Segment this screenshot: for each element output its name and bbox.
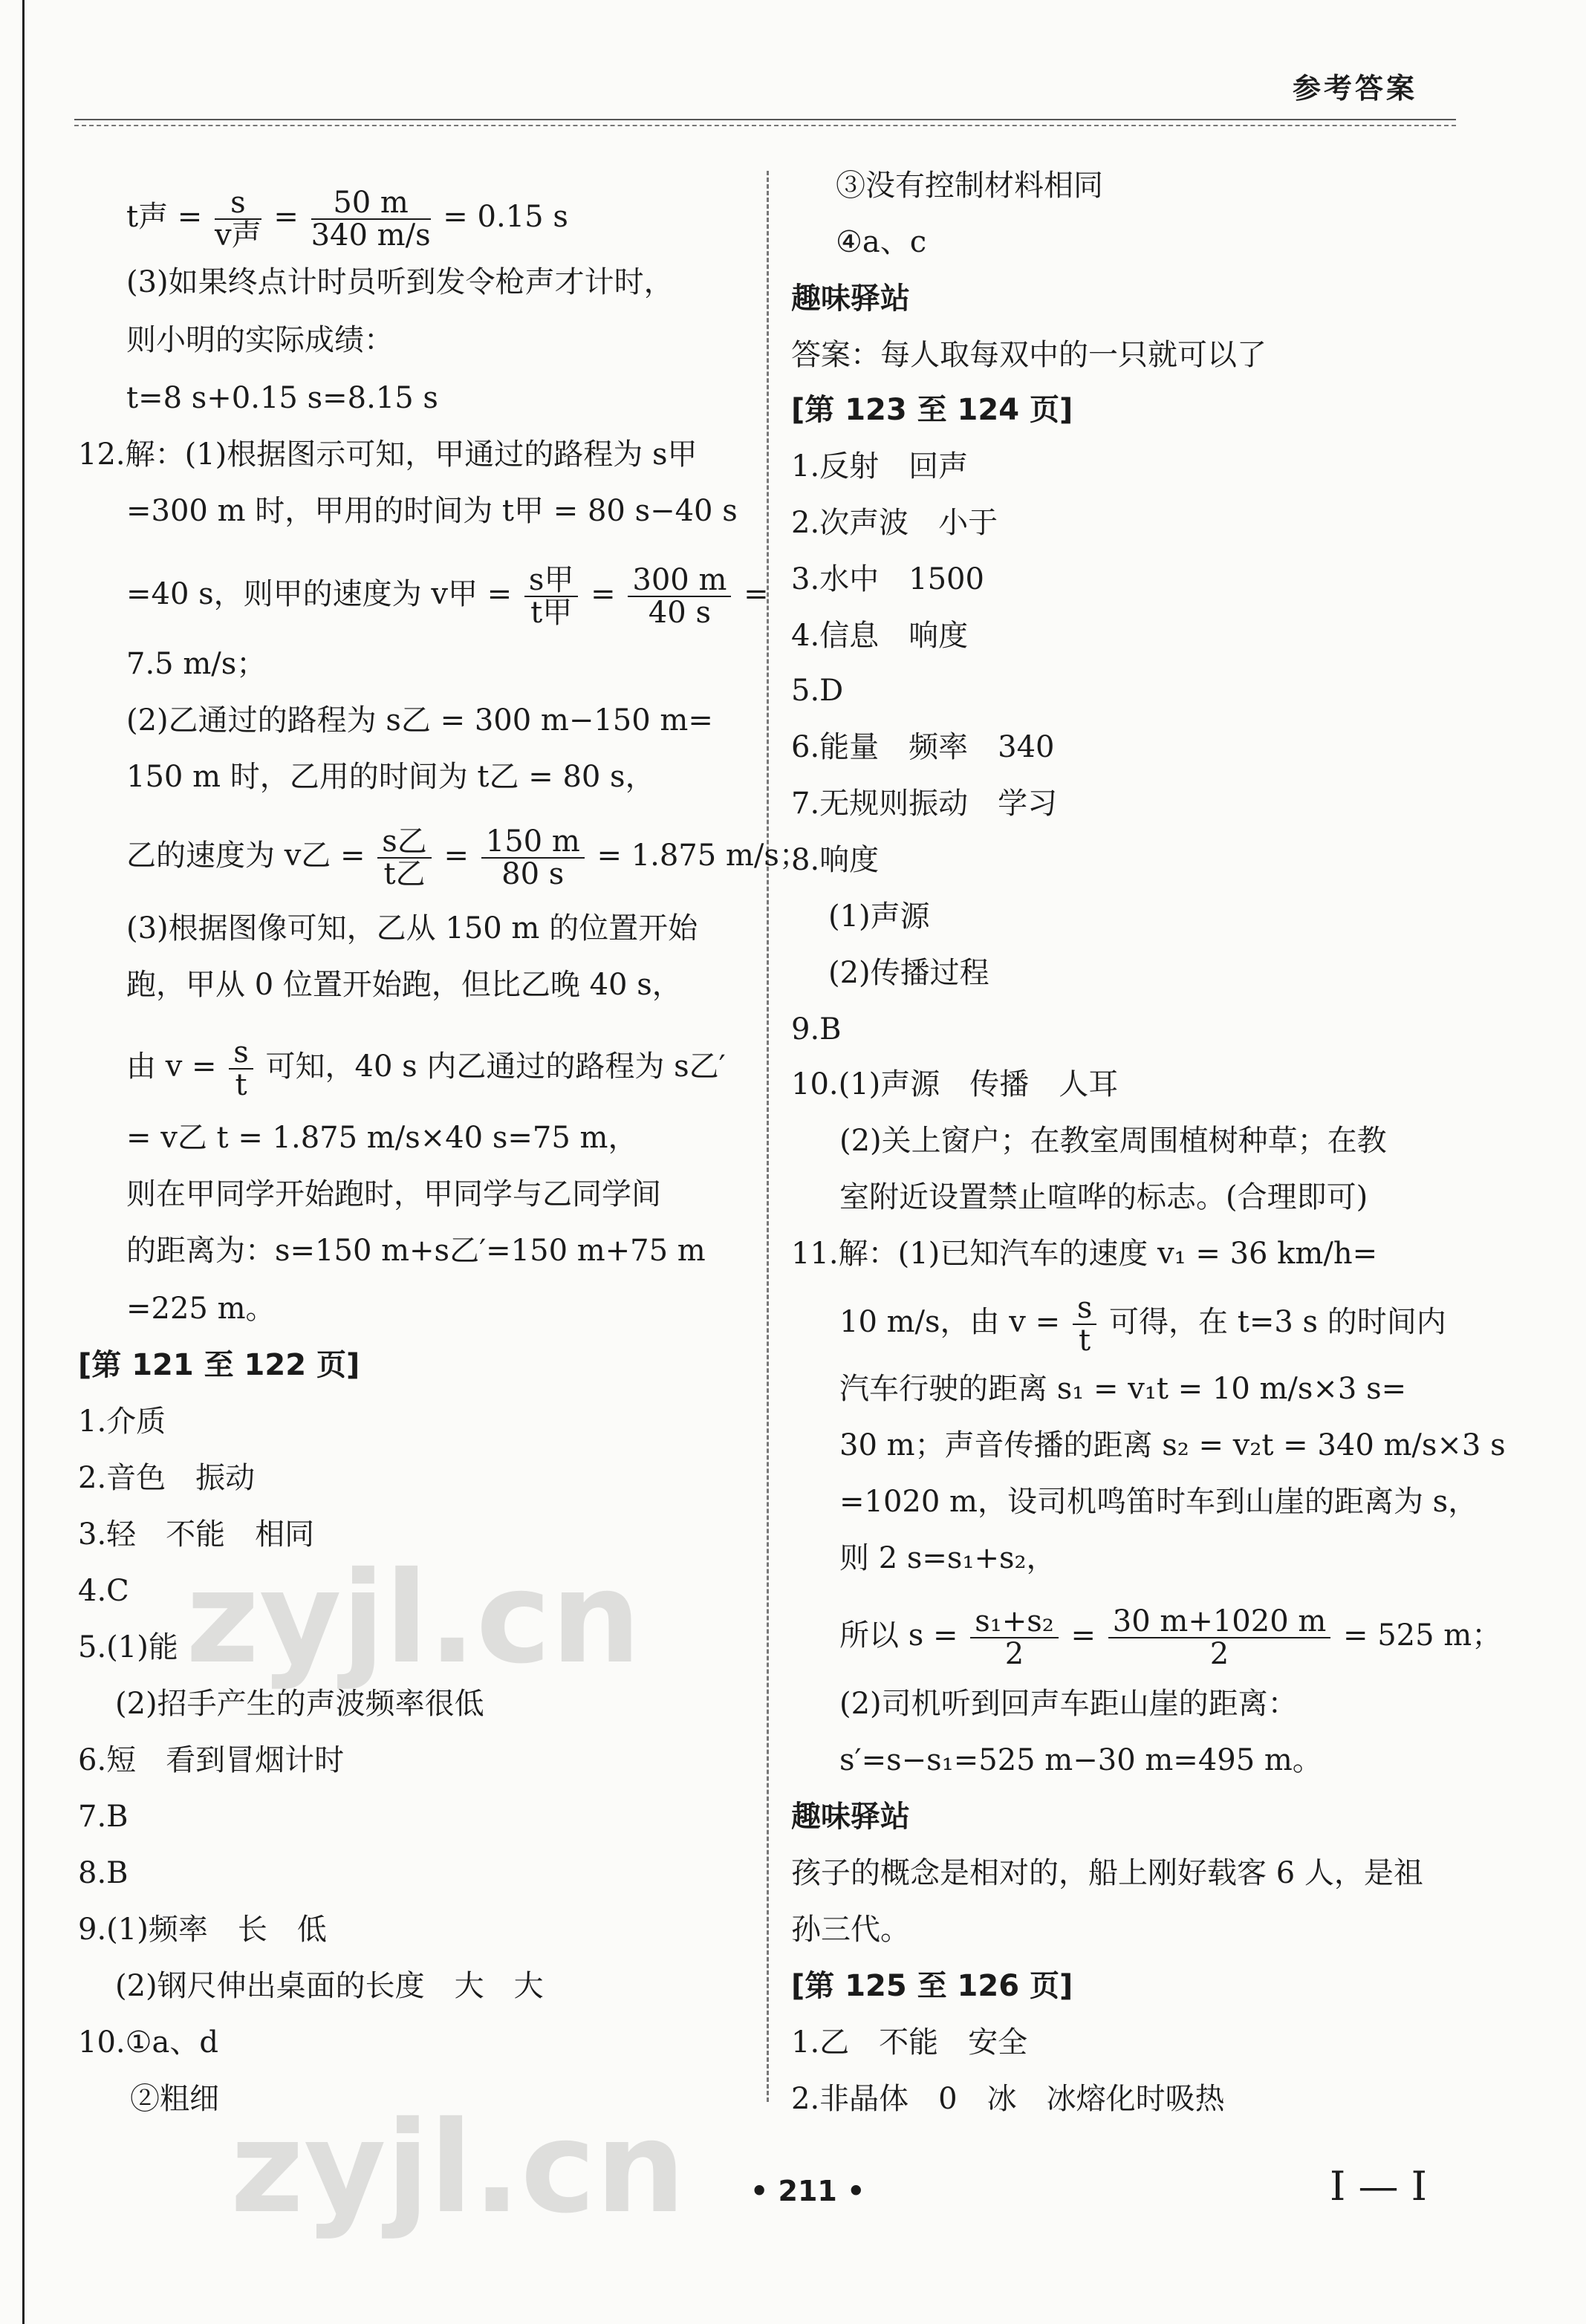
formula-text: 10 m/s，由 v = — [839, 1305, 1070, 1339]
fraction — [628, 564, 731, 628]
formula-text: = — [734, 577, 769, 611]
page-number: • 211 • — [750, 2175, 865, 2207]
answer-line: 6.能量 频率 340 — [791, 730, 1055, 764]
answer-line: (2)招手产生的声波频率很低 — [115, 1687, 484, 1721]
formula-text: = 525 m； — [1333, 1618, 1502, 1653]
answer-line: 6.短 看到冒烟计时 — [78, 1743, 345, 1777]
formula-text: = — [434, 839, 478, 873]
answer-line: 则小明的实际成绩： — [126, 323, 394, 357]
column-divider — [767, 171, 769, 2102]
fraction-numerator: s — [215, 187, 261, 220]
binding-edge — [22, 0, 25, 2324]
answer-line: 的距离为：s=150 m+s乙′=150 m+75 m — [126, 1234, 706, 1268]
answer-line: 3.水中 1500 — [791, 562, 984, 596]
answer-line: 孙三代。 — [791, 1913, 910, 1947]
answer-line: 2.音色 振动 — [78, 1461, 256, 1495]
fraction-numerator: s乙 — [377, 826, 432, 859]
formula-text: = 1.875 m/s； — [587, 839, 809, 873]
formula-line — [126, 564, 769, 628]
answer-line: 7.无规则振动 学习 — [791, 787, 1058, 821]
formula-line — [839, 1606, 1501, 1670]
fraction-numerator: 30 m+1020 m — [1108, 1606, 1331, 1638]
formula-text: 所以 s = — [839, 1618, 968, 1653]
header-rule — [74, 119, 1456, 120]
answer-line: (2)乙通过的路程为 s乙 = 300 m−150 m= — [126, 703, 713, 738]
formula-text: = — [1061, 1618, 1105, 1653]
section-heading: [第 121 至 122 页] — [78, 1348, 360, 1382]
formula-text: 可得，在 t=3 s 的时间内 — [1099, 1305, 1446, 1339]
formula-text: 乙的速度为 v乙 = — [126, 839, 375, 873]
fraction-numerator: 50 m — [311, 187, 431, 220]
answer-line: 150 m 时，乙用的时间为 t乙 = 80 s， — [126, 760, 655, 794]
answer-line: 4.C — [78, 1574, 129, 1608]
answer-line: 汽车行驶的距离 s₁ = v₁t = 10 m/s×3 s= — [839, 1372, 1407, 1406]
fraction — [1108, 1606, 1331, 1670]
formula-text: t声 = — [126, 200, 212, 234]
fraction-denominator: t甲 — [530, 596, 573, 630]
fraction-numerator: 300 m — [628, 564, 731, 597]
answer-line: 8.响度 — [791, 843, 880, 877]
formula-line — [126, 826, 809, 890]
fraction-numerator: s甲 — [524, 564, 579, 597]
fraction-numerator: 150 m — [481, 826, 585, 859]
formula-text: = 0.15 s — [433, 200, 568, 234]
fraction-numerator: s — [229, 1037, 253, 1070]
answer-line: 答案：每人取每双中的一只就可以了 — [791, 338, 1267, 372]
answer-line: 则在甲同学开始跑时，甲同学与乙同学间 — [126, 1177, 661, 1211]
answer-line: (2)司机听到回声车距山崖的距离： — [839, 1687, 1298, 1721]
answer-line: = v乙 t = 1.875 m/s×40 s=75 m， — [126, 1121, 638, 1155]
answer-line: ④a、c — [836, 225, 927, 259]
fraction — [377, 826, 432, 890]
fraction-denominator: t — [235, 1068, 247, 1102]
answer-line: 跑，甲从 0 位置开始跑，但比乙晚 40 s， — [126, 968, 682, 1002]
answer-line: ③没有控制材料相同 — [836, 169, 1103, 203]
formula-text: = — [581, 577, 625, 611]
formula-text: 可知，40 s 内乙通过的路程为 s乙′ — [256, 1049, 726, 1084]
formula-line — [126, 187, 568, 251]
answer-line: (3)如果终点计时员听到发令枪声才计时， — [126, 265, 674, 299]
answer-line: 9.(1)频率 长 低 — [78, 1913, 327, 1947]
answer-line: 9.B — [791, 1012, 842, 1047]
answer-line: 5.D — [791, 674, 844, 708]
fraction-numerator: s — [1073, 1292, 1097, 1325]
answer-line: 则 2 s=s₁+s₂， — [839, 1541, 1056, 1575]
answer-line: 2.非晶体 0 冰 冰熔化时吸热 — [791, 2082, 1225, 2116]
answer-line: 8.B — [78, 1856, 129, 1890]
answer-line: 12.解：(1)根据图示可知，甲通过的路程为 s甲 — [78, 437, 698, 472]
section-heading: [第 123 至 124 页] — [791, 393, 1073, 427]
header-title: 参考答案 — [1293, 72, 1418, 105]
fraction-denominator: t — [1079, 1324, 1091, 1358]
fraction — [524, 564, 579, 628]
formula-text: 由 v = — [126, 1049, 227, 1084]
answer-line: 30 m；声音传播的距离 s₂ = v₂t = 340 m/s×3 s — [839, 1428, 1506, 1462]
fraction-denominator: t乙 — [383, 857, 426, 891]
answer-line: 7.5 m/s； — [126, 647, 267, 681]
fraction — [215, 187, 261, 251]
answer-line: =225 m。 — [126, 1292, 276, 1326]
fraction — [1073, 1292, 1097, 1356]
answer-line: (3)根据图像可知，乙从 150 m 的位置开始 — [126, 911, 698, 945]
answer-line: 1.反射 回声 — [791, 449, 969, 484]
answer-line: (2)钢尺伸出桌面的长度 大 大 — [115, 1969, 544, 2003]
answer-line: ②粗细 — [130, 2082, 219, 2116]
answer-line: (2)传播过程 — [828, 956, 989, 990]
answer-line: t=8 s+0.15 s=8.15 s — [126, 381, 438, 415]
section-heading: 趣味驿站 — [791, 281, 910, 316]
answer-line: 1.介质 — [78, 1405, 166, 1439]
answer-line: =300 m 时，甲用的时间为 t甲 = 80 s−40 s — [126, 494, 738, 528]
answer-line: (2)关上窗户；在教室周围植树种草；在教 — [839, 1124, 1387, 1158]
fraction-denominator: 2 — [1004, 1637, 1024, 1671]
fraction — [481, 826, 585, 890]
answer-line: 10.①a、d — [78, 2025, 218, 2060]
answer-line: 7.B — [78, 1800, 129, 1834]
section-heading: [第 125 至 126 页] — [791, 1969, 1073, 2003]
watermark: zyjl.cn — [186, 1545, 641, 1692]
formula-text: =40 s，则甲的速度为 v甲 = — [126, 577, 521, 611]
answer-line: 1.乙 不能 安全 — [791, 2025, 1028, 2060]
answer-line: 2.次声波 小于 — [791, 506, 998, 540]
answer-line: 3.轻 不能 相同 — [78, 1517, 315, 1552]
fraction-denominator: 2 — [1209, 1637, 1229, 1671]
answer-line: (1)声源 — [828, 899, 930, 934]
section-heading: 趣味驿站 — [791, 1800, 910, 1834]
fraction — [970, 1606, 1059, 1670]
footer-code: I — I — [1330, 2163, 1427, 2210]
fraction-denominator: 80 s — [501, 857, 565, 891]
answer-line: 孩子的概念是相对的，船上刚好载客 6 人，是祖 — [791, 1856, 1423, 1890]
formula-text: = — [264, 200, 308, 234]
answer-line: =1020 m，设司机鸣笛时车到山崖的距离为 s， — [839, 1485, 1478, 1519]
answer-line: 11.解：(1)已知汽车的速度 v₁ = 36 km/h= — [791, 1237, 1378, 1271]
fraction-numerator: s₁+s₂ — [970, 1606, 1059, 1638]
formula-line — [839, 1292, 1446, 1356]
answer-line: s′=s−s₁=525 m−30 m=495 m。 — [839, 1743, 1322, 1777]
fraction-denominator: v声 — [215, 218, 261, 253]
fraction — [229, 1037, 253, 1101]
fraction-denominator: 40 s — [648, 596, 711, 630]
answer-line: 5.(1)能 — [78, 1630, 178, 1664]
answer-line: 室附近设置禁止喧哗的标志。(合理即可) — [839, 1180, 1368, 1214]
watermark: zyjl.cn — [230, 2094, 686, 2242]
answer-line: 10.(1)声源 传播 人耳 — [791, 1067, 1119, 1101]
fraction-denominator: 340 m/s — [311, 218, 431, 253]
header-rule-dashed — [74, 125, 1456, 126]
answer-line: 4.信息 响度 — [791, 619, 969, 653]
fraction — [311, 187, 431, 251]
formula-line — [126, 1037, 726, 1101]
